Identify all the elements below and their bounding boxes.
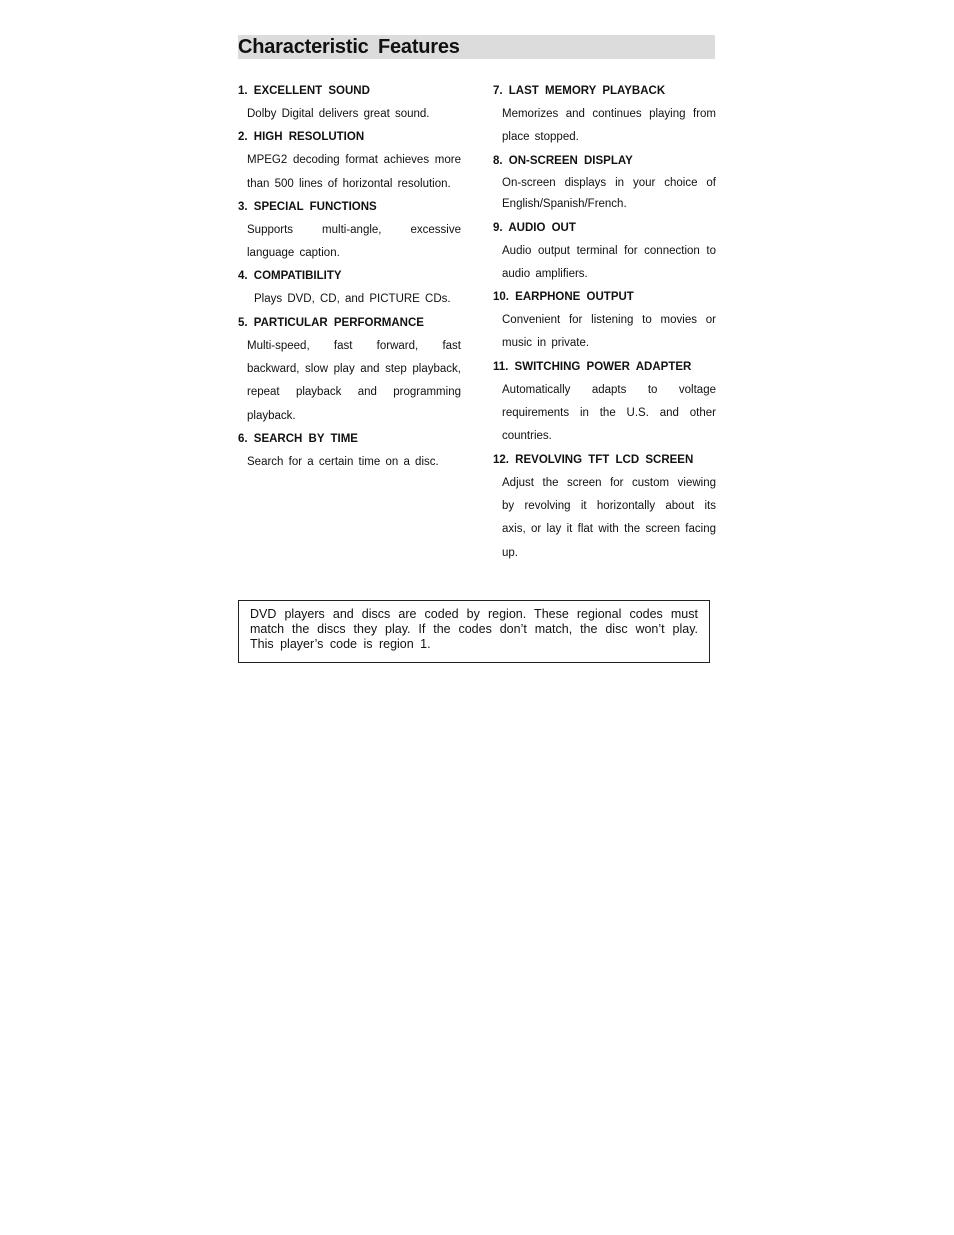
feature-description: Dolby Digital delivers great sound. (247, 108, 430, 120)
page-title: Characteristic Features (238, 36, 460, 58)
feature-heading: 1. EXCELLENT SOUND (238, 85, 370, 97)
feature-heading: 12. REVOLVING TFT LCD SCREEN (493, 453, 694, 466)
feature-description: Multi-speed, fast forward, fast backward, slow play and step playback, repeat playback and programming playback. (247, 339, 461, 422)
feature-description: Memorizes and continues playing from place stopped. (502, 108, 716, 144)
feature-heading: 8. ON-SCREEN DISPLAY (493, 154, 633, 167)
feature-description: Automatically adapts to voltage requirements in the U.S. and other countries. (502, 383, 716, 443)
feature-heading: 3. SPECIAL FUNCTIONS (238, 200, 377, 213)
title-bar (238, 35, 715, 59)
feature-description: Supports multi-angle, excessive language caption. (247, 223, 461, 260)
feature-description: Plays DVD, CD, and PICTURE CDs. (254, 293, 451, 306)
feature-description: MPEG2 decoding format achieves more than 500 lines of horizontal resolution. (247, 154, 461, 190)
feature-description: Search for a certain time on a disc. (247, 455, 439, 468)
features-right-column (493, 80, 716, 565)
feature-heading: 4. COMPATIBILITY (238, 270, 342, 283)
feature-heading: 2. HIGH RESOLUTION (238, 131, 365, 144)
region-code-notice: DVD players and discs are coded by region. These regional codes must match the discs they play. If the codes don’t match, the disc won’t play. This player’s code is region 1. (238, 600, 710, 663)
feature-description: Adjust the screen for custom viewing by revolving it horizontally about its axis, or lay it flat with the screen facing up. (502, 476, 716, 559)
feature-description: Audio output terminal for connection to audio amplifiers. (502, 244, 716, 280)
feature-description: Convenient for listening to movies or music in private. (502, 314, 716, 350)
feature-heading: 9. AUDIO OUT (493, 221, 576, 234)
feature-heading: 7. LAST MEMORY PLAYBACK (493, 85, 666, 97)
feature-heading: 6. SEARCH BY TIME (238, 432, 358, 445)
feature-heading: 10. EARPHONE OUTPUT (493, 291, 634, 304)
feature-heading: 11. SWITCHING POWER ADAPTER (493, 360, 692, 373)
features-left-column (238, 80, 461, 474)
feature-heading: 5. PARTICULAR PERFORMANCE (238, 316, 424, 329)
feature-description: On-screen displays in your choice of English/Spanish/French. (502, 176, 716, 210)
